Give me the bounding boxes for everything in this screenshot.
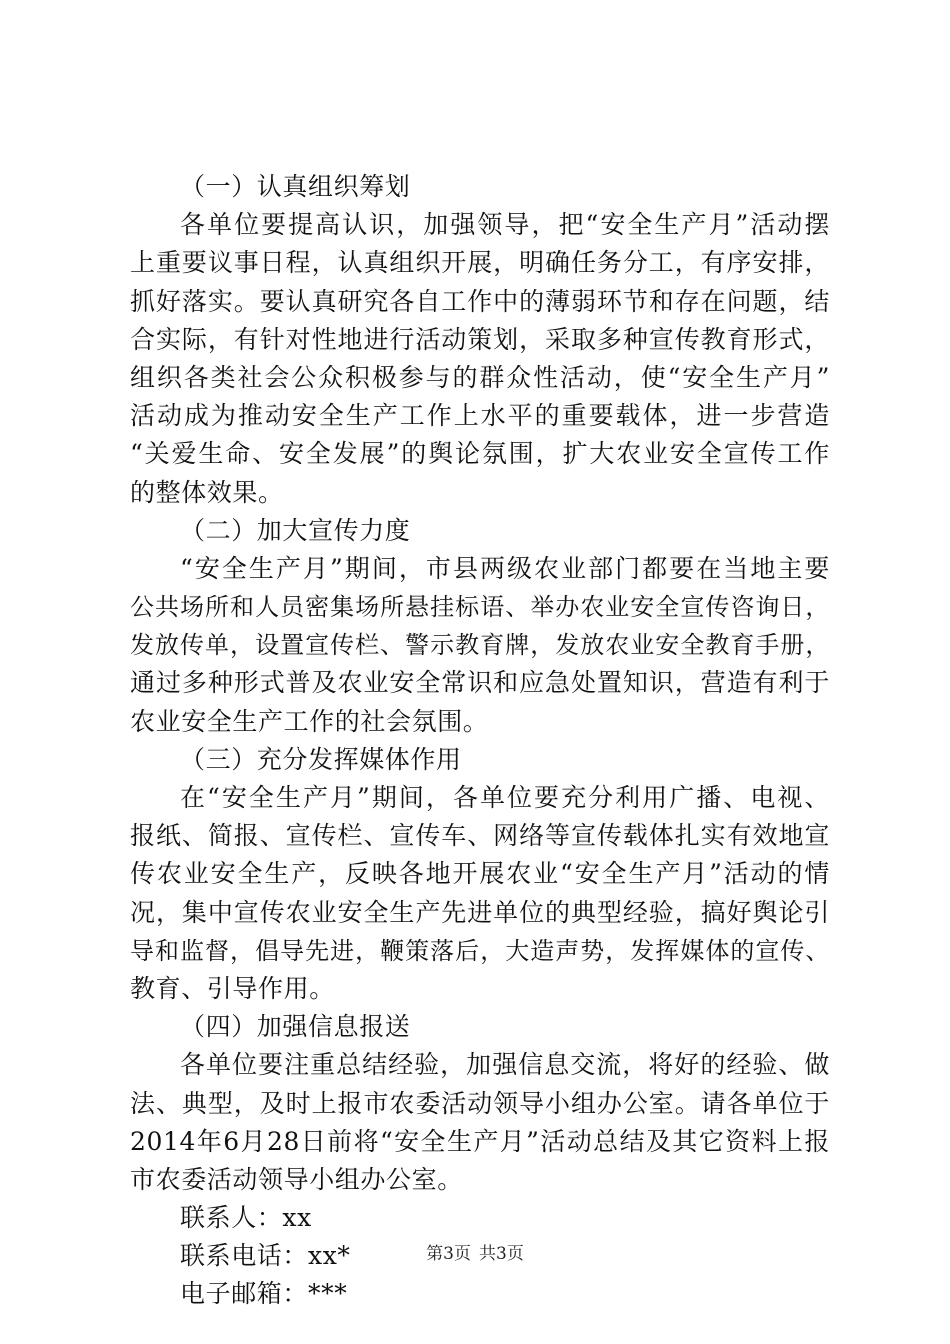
- paragraph-line: 教育、引导作用。: [130, 973, 335, 1003]
- paragraph-line: 农业安全生产工作的社会氛围。: [130, 706, 489, 736]
- paragraph-line: 各单位要注重总结经验，加强信息交流，将好的经验、做: [180, 1050, 830, 1080]
- section-heading-line: （二）加大宣传力度: [180, 515, 411, 545]
- paragraph-line: 上重要议事日程，认真组织开展，明确任务分工，有序安排，: [130, 248, 830, 278]
- section-heading-line: （四）加强信息报送: [180, 1012, 411, 1042]
- paragraph-line: 导和监督，倡导先进，鞭策落后，大造声势，发挥媒体的宣传、: [130, 936, 830, 965]
- page-number: 第3页: [426, 1244, 471, 1264]
- paragraph-line: 况，集中宣传农业安全生产先进单位的典型经验，搞好舆论引: [130, 897, 830, 927]
- paragraph-line: 在“安全生产月”期间，各单位要充分利用广播、电视、: [180, 783, 830, 812]
- paragraph-line: 2014年6月28日前将“安全生产月”活动总结及其它资料上报: [130, 1126, 830, 1156]
- paragraph-line: “关爱生命、安全发展”的舆论氛围，扩大农业安全宣传工作: [130, 439, 830, 469]
- paragraph-line: 通过多种形式普及农业安全常识和应急处置知识，营造有利于: [130, 668, 830, 698]
- paragraph-line: 报纸、简报、宣传栏、宣传车、网络等宣传载体扎实有效地宣: [130, 821, 830, 851]
- section-heading-line: 电子邮箱：***: [180, 1279, 348, 1309]
- document-body: [130, 168, 830, 1314]
- paragraph-line: 市农委活动领导小组办公室。: [130, 1164, 463, 1194]
- paragraph-line: 的整体效果。: [130, 477, 284, 507]
- paragraph-line: 公共场所和人员密集场所悬挂标语、举办农业安全宣传咨询日，: [130, 593, 830, 622]
- paragraph-line: 发放传单，设置宣传栏、警示教育牌，发放农业安全教育手册，: [130, 631, 830, 660]
- paragraph-line: 各单位要提高认识，加强领导，把“安全生产月”活动摆: [180, 210, 830, 240]
- page-total: 共3页: [479, 1244, 524, 1264]
- section-heading-line: （一）认真组织筹划: [180, 172, 411, 201]
- section-heading-line: 联系人：xx: [180, 1203, 312, 1233]
- paragraph-line: 活动成为推动安全生产工作上水平的重要载体，进一步营造: [130, 401, 830, 431]
- paragraph-line: 法、典型，及时上报市农委活动领导小组办公室。请各单位于: [130, 1088, 830, 1118]
- section-heading-line: 联系电话：xx*: [180, 1241, 351, 1271]
- page-footer: [0, 1243, 950, 1265]
- paragraph-line: 抓好落实。要认真研究各自工作中的薄弱环节和存在问题，结: [130, 286, 830, 316]
- section-heading-line: （三）充分发挥媒体作用: [180, 744, 462, 774]
- paragraph-line: 合实际，有针对性地进行活动策划，采取多种宣传教育形式，: [130, 324, 830, 354]
- paragraph-line: 传农业安全生产，反映各地开展农业“安全生产月”活动的情: [130, 859, 830, 889]
- paragraph-line: “安全生产月”期间，市县两级农业部门都要在当地主要: [180, 553, 830, 583]
- paragraph-line: 组织各类社会公众积极参与的群众性活动，使“安全生产月”: [130, 362, 830, 392]
